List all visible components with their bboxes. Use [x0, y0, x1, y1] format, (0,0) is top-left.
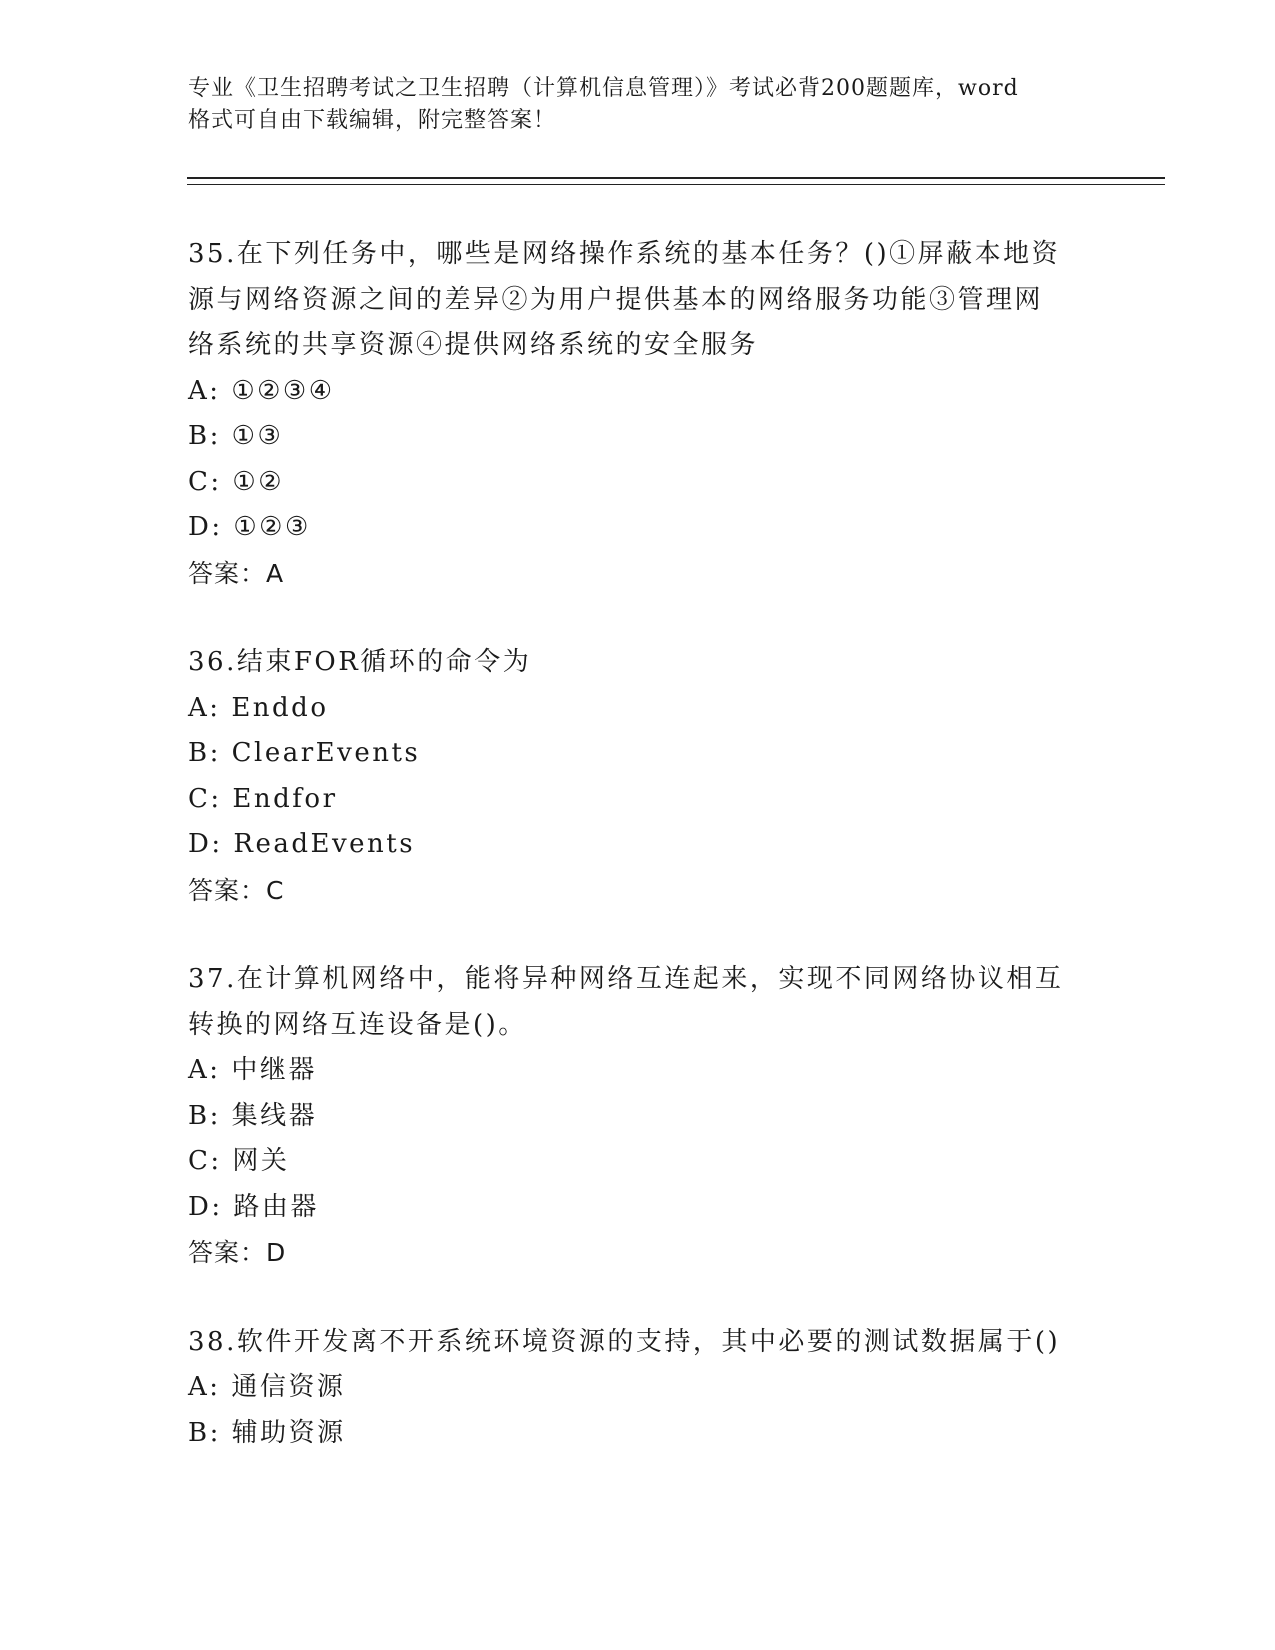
option-letter: C: — [188, 466, 222, 497]
option-letter: D: — [188, 829, 223, 859]
option-text: ClearEvents — [231, 738, 421, 768]
document-header — [188, 73, 1088, 137]
question-text-line: 37.在计算机网络中，能将异种网络互连起来，实现不同网络协议相互 — [188, 964, 1064, 994]
option-text: ①③ — [231, 421, 284, 451]
option-letter: D: — [188, 512, 223, 542]
option-letter: B: — [188, 421, 221, 451]
answer-line: 答案：D — [188, 1238, 287, 1267]
question-text-line: 35.在下列任务中，哪些是网络操作系统的基本任务？()①屏蔽本地资 — [188, 239, 1061, 269]
question-spacer — [188, 596, 1088, 640]
option-letter: A: — [188, 375, 221, 406]
option-letter: C: — [188, 1146, 222, 1176]
option-b — [188, 1094, 1088, 1140]
option-text: 通信资源 — [231, 1372, 346, 1402]
header-line-1: 专业《卫生招聘考试之卫生招聘（计算机信息管理）》考试必背200题题库，word — [188, 76, 1019, 101]
option-letter: B: — [188, 1417, 221, 1448]
question-list — [188, 232, 1088, 1456]
option-text: 中继器 — [231, 1055, 317, 1085]
option-b — [188, 731, 1088, 777]
option-text: Enddo — [231, 692, 329, 723]
option-text: ①②③④ — [231, 375, 335, 406]
option-letter: A: — [188, 1372, 221, 1402]
option-a — [188, 1365, 1088, 1411]
answer-line: 答案：A — [188, 558, 285, 588]
option-text: 路由器 — [233, 1191, 319, 1222]
option-letter: B: — [188, 738, 221, 768]
question-text-line: 38.软件开发离不开系统环境资源的支持，其中必要的测试数据属于() — [188, 1326, 1061, 1357]
question-spacer — [188, 1276, 1088, 1320]
question-text-line: 源与网络资源之间的差异②为用户提供基本的网络服务功能③管理网 — [188, 284, 1044, 315]
question-text-line: 36.结束FOR循环的命令为 — [188, 647, 532, 677]
option-text: ReadEvents — [233, 829, 416, 859]
option-letter: D: — [188, 1191, 223, 1222]
header-divider — [187, 177, 1165, 185]
question-36 — [188, 640, 1088, 913]
question-37 — [188, 957, 1088, 1276]
option-c — [188, 460, 1088, 506]
option-a — [188, 1048, 1088, 1094]
option-a — [188, 686, 1088, 732]
option-b — [188, 414, 1088, 460]
option-c — [188, 777, 1088, 823]
answer-line: 答案：C — [188, 875, 285, 905]
option-a — [188, 369, 1088, 415]
question-spacer — [188, 913, 1088, 957]
option-text: Endfor — [232, 783, 338, 814]
question-38 — [188, 1320, 1088, 1457]
option-letter: B: — [188, 1100, 221, 1131]
option-letter: A: — [188, 692, 221, 723]
option-b — [188, 1411, 1088, 1457]
question-text-line: 转换的网络互连设备是()。 — [188, 1009, 527, 1040]
option-d — [188, 1185, 1088, 1231]
option-d — [188, 505, 1088, 551]
option-letter: C: — [188, 783, 222, 814]
option-text: ①② — [232, 466, 285, 497]
option-d — [188, 822, 1088, 868]
option-letter: A: — [188, 1055, 221, 1085]
option-text: 辅助资源 — [231, 1417, 346, 1448]
question-text-line: 络系统的共享资源④提供网络系统的安全服务 — [188, 330, 759, 360]
option-c — [188, 1139, 1088, 1185]
option-text: ①②③ — [233, 512, 311, 542]
header-line-2: 格式可自由下载编辑，附完整答案！ — [188, 108, 557, 133]
option-text: 网关 — [232, 1146, 290, 1176]
question-35 — [188, 232, 1088, 596]
option-text: 集线器 — [231, 1100, 318, 1131]
